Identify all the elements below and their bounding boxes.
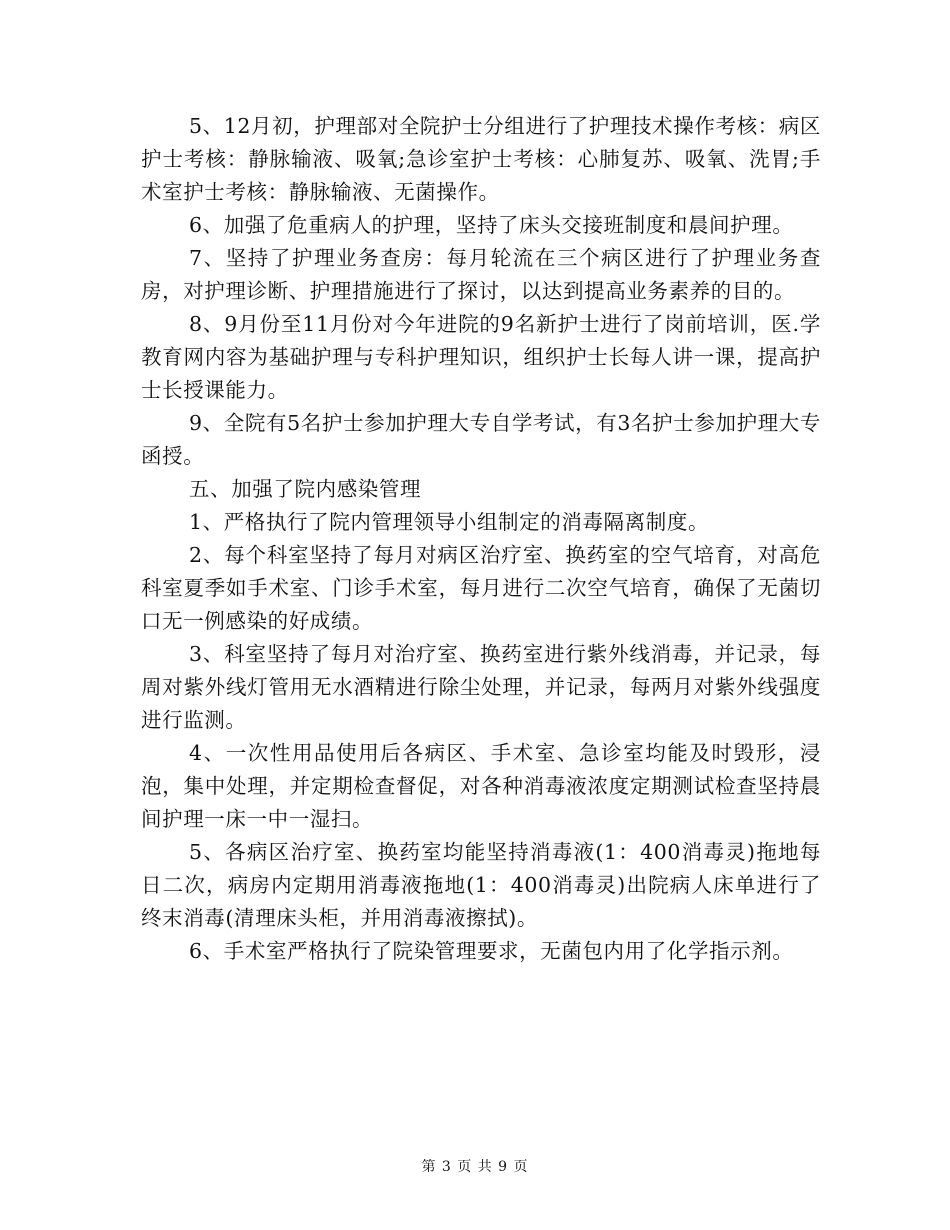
page-number-footer: 第 3 页 共 9 页	[421, 1159, 529, 1175]
paragraph-item-9-further-study: 9、全院有5名护士参加护理大专自学考试，有3名护士参加护理大专函授。	[141, 411, 821, 468]
paragraph-item-2-air-culture: 2、每个科室坚持了每月对病区治疗室、换药室的空气培育，对高危科室夏季如手术室、门诊手术室，每月进行二次空气培育，确保了无菌切口无一例感染的好成绩。	[141, 543, 821, 633]
document-body	[141, 110, 821, 968]
paragraph-item-1-disinfection-policy: 1、严格执行了院内管理领导小组制定的消毒隔离制度。	[189, 510, 710, 534]
paragraph-item-5-floor-disinfection: 5、各病区治疗室、换药室均能坚持消毒液(1：400消毒灵)拖地每日二次，病房内定期用消毒液拖地(1：400消毒灵)出院病人床单进行了终末消毒(清理床头柜，并用消毒液擦拭)。	[141, 840, 821, 930]
section-heading-infection-control: 五、加强了院内感染管理	[189, 477, 422, 501]
paragraph-item-3-uv-disinfection: 3、科室坚持了每月对治疗室、换药室进行紫外线消毒，并记录，每周对紫外线灯管用无水酒精进行除尘处理，并记录，每两月对紫外线强度进行监测。	[141, 642, 821, 732]
paragraph-item-8-new-nurse-training: 8、9月份至11月份对今年进院的9名新护士进行了岗前培训，医.学教育网内容为基础护理与专科护理知识，组织护士长每人讲一课，提高护士长授课能力。	[141, 312, 821, 402]
paragraph-item-5-skills-assessment: 5、12月初，护理部对全院护士分组进行了护理技术操作考核：病区护士考核：静脉输液、吸氧;急诊室护士考核：心肺复苏、吸氧、洗胃;手术室护士考核：静脉输液、无菌操作。	[141, 114, 821, 204]
paragraph-item-6-operating-room: 6、手术室严格执行了院染管理要求，无菌包内用了化学指示剂。	[189, 939, 794, 963]
paragraph-item-6-critical-care: 6、加强了危重病人的护理，坚持了床头交接班制度和晨间护理。	[189, 213, 794, 237]
paragraph-item-7-ward-rounds: 7、坚持了护理业务查房：每月轮流在三个病区进行了护理业务查房，对护理诊断、护理措施进行了探讨，以达到提高业务素养的目的。	[141, 246, 821, 303]
paragraph-item-4-disposables: 4、一次性用品使用后各病区、手术室、急诊室均能及时毁形，浸泡，集中处理，并定期检查督促，对各种消毒液浓度定期测试检查坚持晨间护理一床一中一湿扫。	[141, 741, 821, 831]
